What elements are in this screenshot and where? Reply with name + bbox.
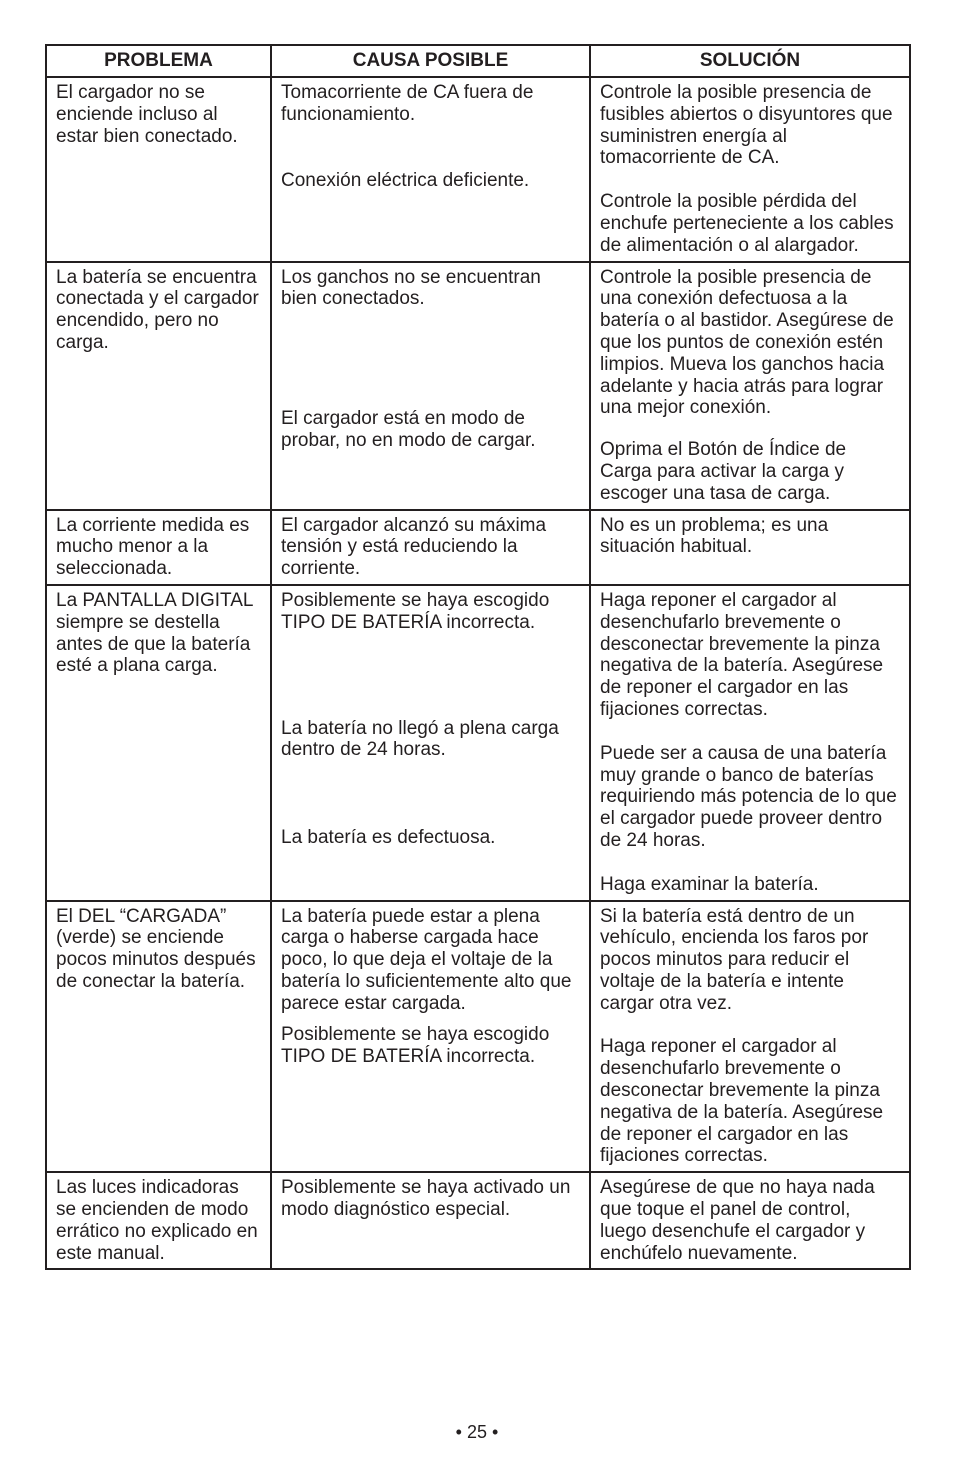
- solution-text: Oprima el Botón de Índice de Carga para activar la carga y escoger una tasa de carga.: [600, 439, 847, 504]
- problem-cell: El DEL “CARGADA” (verde) se enciende pocos minutos después de conectar la batería.: [46, 901, 271, 1173]
- table-row: [46, 77, 910, 262]
- table-row: [46, 901, 910, 1173]
- cause-text: Los ganchos no se encuentran bien conectados.: [281, 266, 541, 310]
- problem-cell: La PANTALLA DIGITAL siempre se destella antes de que la batería esté a plana carga.: [46, 585, 271, 901]
- solution-cell: [590, 1172, 910, 1269]
- header-solution: SOLUCIÓN: [590, 45, 910, 77]
- solution-text: No es un problema; es una situación habitual.: [600, 514, 829, 558]
- solution-cell: [590, 901, 910, 1173]
- solution-cell: [590, 585, 910, 901]
- solution-text: Controle la posible pérdida del enchufe perteneciente a los cables de alimentación o al alargador.: [600, 191, 894, 256]
- table-row: [46, 510, 910, 585]
- solution-cell: [590, 77, 910, 262]
- solution-cell: [590, 262, 910, 510]
- cause-cell: [271, 901, 590, 1173]
- solution-text: Haga reponer el cargador al desenchufarlo brevemente o desconectar brevemente la pinza negativa de la batería. Asegúrese de reponer el cargador en las fijaciones correctas.: [600, 1036, 884, 1167]
- solution-text: Si la batería está dentro de un vehículo, encienda los faros por pocos minutos para reducir el voltaje de la batería e intente cargar otra vez.: [600, 905, 869, 1014]
- problem-cell: La batería se encuentra conectada y el cargador encendido, pero no carga.: [46, 262, 271, 510]
- header-cause: CAUSA POSIBLE: [271, 45, 590, 77]
- solution-text: Puede ser a causa de una batería muy grande o banco de baterías requiriendo más potencia de lo que el cargador puede proveer dentro de 24 horas.: [600, 742, 897, 851]
- cause-cell: [271, 77, 590, 262]
- cause-text: La batería es defectuosa.: [281, 827, 496, 849]
- solution-text: Controle la posible presencia de fusibles abiertos o disyuntores que suministren energía al tomacorriente de CA.: [600, 82, 893, 169]
- table-body: [46, 77, 910, 1269]
- page-number: • 25 •: [455, 1422, 499, 1442]
- cause-text: Conexión eléctrica deficiente.: [281, 169, 530, 191]
- solution-text: Asegúrese de que no haya nada que toque el panel de control, luego desenchufe el cargador y enchúfelo nuevamente.: [600, 1177, 875, 1264]
- cause-text: El cargador alcanzó su máxima tensión y está reduciendo la corriente.: [281, 514, 547, 580]
- cause-cell: [271, 262, 590, 510]
- problem-cell: El cargador no se enciende incluso al estar bien conectado.: [46, 77, 271, 262]
- table-row: [46, 585, 910, 901]
- cause-text: Posiblemente se haya escogido TIPO DE BATERÍA incorrecta.: [281, 589, 550, 633]
- cause-cell: [271, 585, 590, 901]
- solution-cell: [590, 510, 910, 585]
- problem-cell: La corriente medida es mucho menor a la seleccionada.: [46, 510, 271, 585]
- solution-text: Haga examinar la batería.: [600, 873, 819, 895]
- cause-cell: [271, 1172, 590, 1269]
- cause-cell: [271, 510, 590, 585]
- cause-text: Tomacorriente de CA fuera de funcionamiento.: [281, 82, 534, 125]
- problem-cell: Las luces indicadoras se encienden de modo errático no explicado en este manual.: [46, 1172, 271, 1269]
- table-row: [46, 1172, 910, 1269]
- solution-text: Haga reponer el cargador al desenchufarlo brevemente o desconectar brevemente la pinza negativa de la batería. Asegúrese de reponer el cargador en las fijaciones correctas.: [600, 589, 884, 720]
- cause-text: Posiblemente se haya escogido TIPO DE BATERÍA incorrecta.: [281, 1024, 550, 1068]
- cause-text: El cargador está en modo de probar, no en modo de cargar.: [281, 408, 536, 451]
- solution-text: Controle la posible presencia de una conexión defectuosa a la batería o al bastidor. Asegúrese de que los puntos de conexión estén limpios. Mueva los ganchos hacia adelante y hacia atrás para lograr una mejor conexión.: [600, 266, 894, 419]
- header-problem: PROBLEMA: [46, 45, 271, 77]
- header-row: [46, 45, 910, 77]
- troubleshooting-table: [45, 44, 911, 1270]
- cause-text: La batería puede estar a plena carga o haberse cargada hace poco, lo que deja el voltaje de la batería lo suficientemente alto que parece estar cargada.: [281, 905, 572, 1014]
- cause-text: La batería no llegó a plena carga dentro de 24 horas.: [281, 717, 559, 761]
- cause-text: Posiblemente se haya activado un modo diagnóstico especial.: [281, 1177, 571, 1221]
- table-row: [46, 262, 910, 510]
